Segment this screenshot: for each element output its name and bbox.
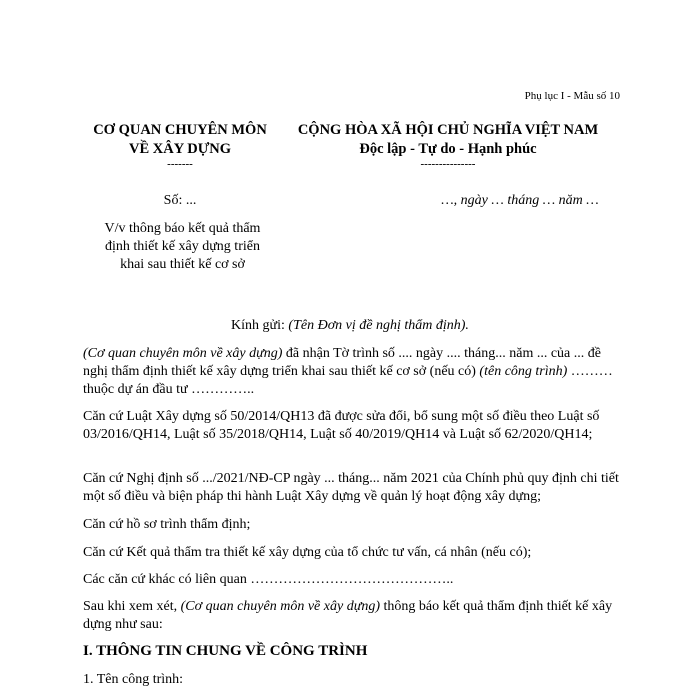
item-project-name: 1. Tên công trình: bbox=[83, 672, 184, 687]
paragraph-verification-basis: Căn cứ Kết quả thẩm tra thiết kế xây dựng của tổ chức tư vấn, cá nhân (nếu có); bbox=[83, 545, 532, 560]
agency-name-line1: CƠ QUAN CHUYÊN MÔN bbox=[93, 122, 267, 138]
subject-block bbox=[95, 220, 270, 274]
nation-motto: Độc lập - Tự do - Hạnh phúc bbox=[359, 141, 537, 157]
salutation-prefix: Kính gửi: bbox=[231, 318, 289, 333]
receipt-text-end: ……… thuộc dự án đầu tư ………….. bbox=[83, 364, 613, 397]
paragraph-decree-basis: Căn cứ Nghị định số .../2021/NĐ-CP ngày ... tháng... năm 2021 của Chính phủ quy định chi tiết một số điều và biện pháp thi hành Luật Xây dựng về quản lý hoạt động xây dựng; bbox=[83, 471, 619, 504]
receipt-text: đã nhận Tờ trình số .... ngày .... tháng... năm ... của ... đề nghị thẩm định thiết kế xây dựng triển khai sau thiết kế cơ sở (nếu có) bbox=[83, 346, 601, 379]
conclusion-agency-placeholder: (Cơ quan chuyên môn về xây dựng) bbox=[180, 599, 380, 614]
agency-placeholder: (Cơ quan chuyên môn về xây dựng) bbox=[83, 346, 283, 361]
conclusion-prefix: Sau khi xem xét, bbox=[83, 599, 181, 614]
document-number: Số: ... bbox=[163, 193, 197, 208]
date-line: …, ngày … tháng … năm … bbox=[441, 193, 599, 208]
nation-rule: --------------- bbox=[420, 158, 476, 170]
annex-label: Phụ lục I - Mẫu số 10 bbox=[524, 90, 620, 102]
agency-rule: ------- bbox=[167, 158, 193, 170]
project-name-placeholder: (tên công trình) bbox=[479, 364, 568, 379]
paragraph-law-basis: Căn cứ Luật Xây dựng số 50/2014/QH13 đã được sửa đổi, bổ sung một số điều theo Luật số 03/2016/QH14, Luật số 35/2018/QH14, Luật số 40/2019/QH14 và Luật số 62/2020/QH14; bbox=[83, 409, 600, 442]
nation-name: CỘNG HÒA XÃ HỘI CHỦ NGHĨA VIỆT NAM bbox=[297, 122, 599, 138]
issuing-agency-block bbox=[80, 121, 280, 169]
agency-name-line2: VỀ XÂY DỰNG bbox=[128, 141, 232, 157]
subject-line2: định thiết kế xây dựng triển bbox=[105, 239, 260, 254]
conclusion-text: thông báo kết quả thẩm định thiết kế xây dựng như sau: bbox=[83, 599, 613, 632]
salutation-recipient: (Tên Đơn vị đề nghị thẩm định). bbox=[288, 318, 469, 333]
subject-line3: khai sau thiết kế cơ sở bbox=[120, 257, 245, 272]
section-heading-general-info: I. THÔNG TIN CHUNG VỀ CÔNG TRÌNH bbox=[83, 643, 368, 659]
paragraph-dossier-basis: Căn cứ hồ sơ trình thẩm định; bbox=[83, 517, 251, 532]
paragraph-receipt bbox=[83, 345, 628, 399]
paragraph-other-basis: Các căn cứ khác có liên quan …………………………………….. bbox=[83, 572, 454, 587]
subject-line1: V/v thông báo kết quả thẩm bbox=[104, 221, 261, 236]
national-header-block bbox=[288, 121, 608, 169]
paragraph-conclusion-intro bbox=[83, 598, 628, 634]
salutation bbox=[80, 318, 620, 334]
